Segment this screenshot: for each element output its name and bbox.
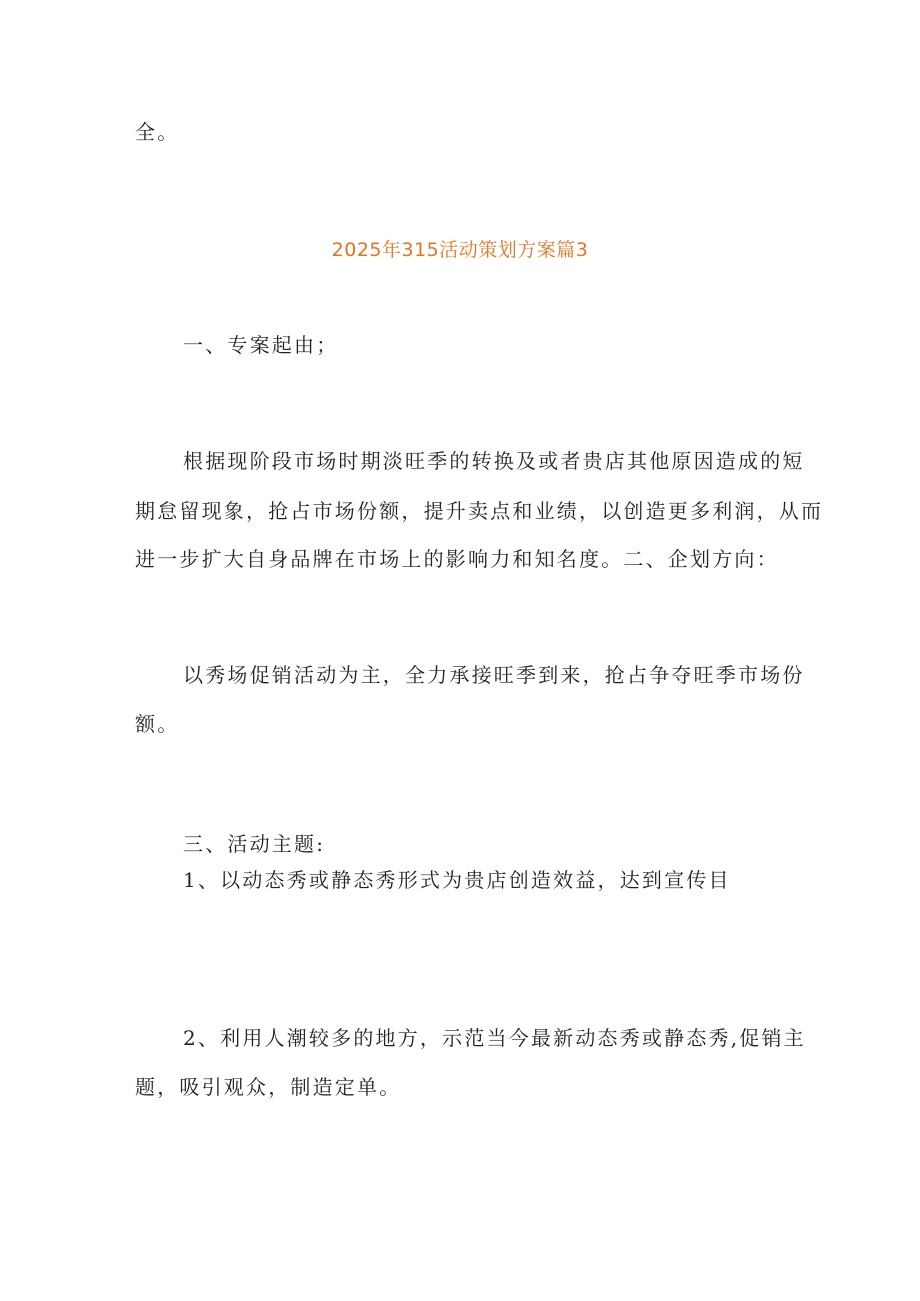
paragraph-line: 进一步扩大自身品牌在市场上的影响力和知名度。二、企划方向： (135, 547, 779, 571)
paragraph-line: 以秀场促销活动为主，全力承接旺季到来，抢占争夺旺季市场份 (183, 663, 805, 687)
paragraph-line: 期怠留现象，抢占市场份额，提升卖点和业绩，以创造更多利润，从而 (135, 499, 824, 523)
paragraph-line: 根据现阶段市场时期淡旺季的转换及或者贵店其他原因造成的短 (183, 449, 805, 473)
section3-heading: 三、活动主题: (183, 832, 326, 856)
paragraph-line: 额。 (135, 712, 180, 736)
paragraph-line: 题，吸引观众，制造定单。 (135, 1075, 402, 1099)
fragment-text: 全。 (135, 120, 180, 144)
list-item: 2、利用人潮较多的地方，示范当今最新动态秀或静态秀,促销主 (183, 1026, 806, 1050)
list-item: 1、以动态秀或静态秀形式为贵店创造效益，达到宣传目 (183, 868, 731, 892)
section1-heading: 一、专案起由； (183, 333, 339, 357)
section-title: 2025年315活动策划方案篇3 (331, 239, 589, 261)
